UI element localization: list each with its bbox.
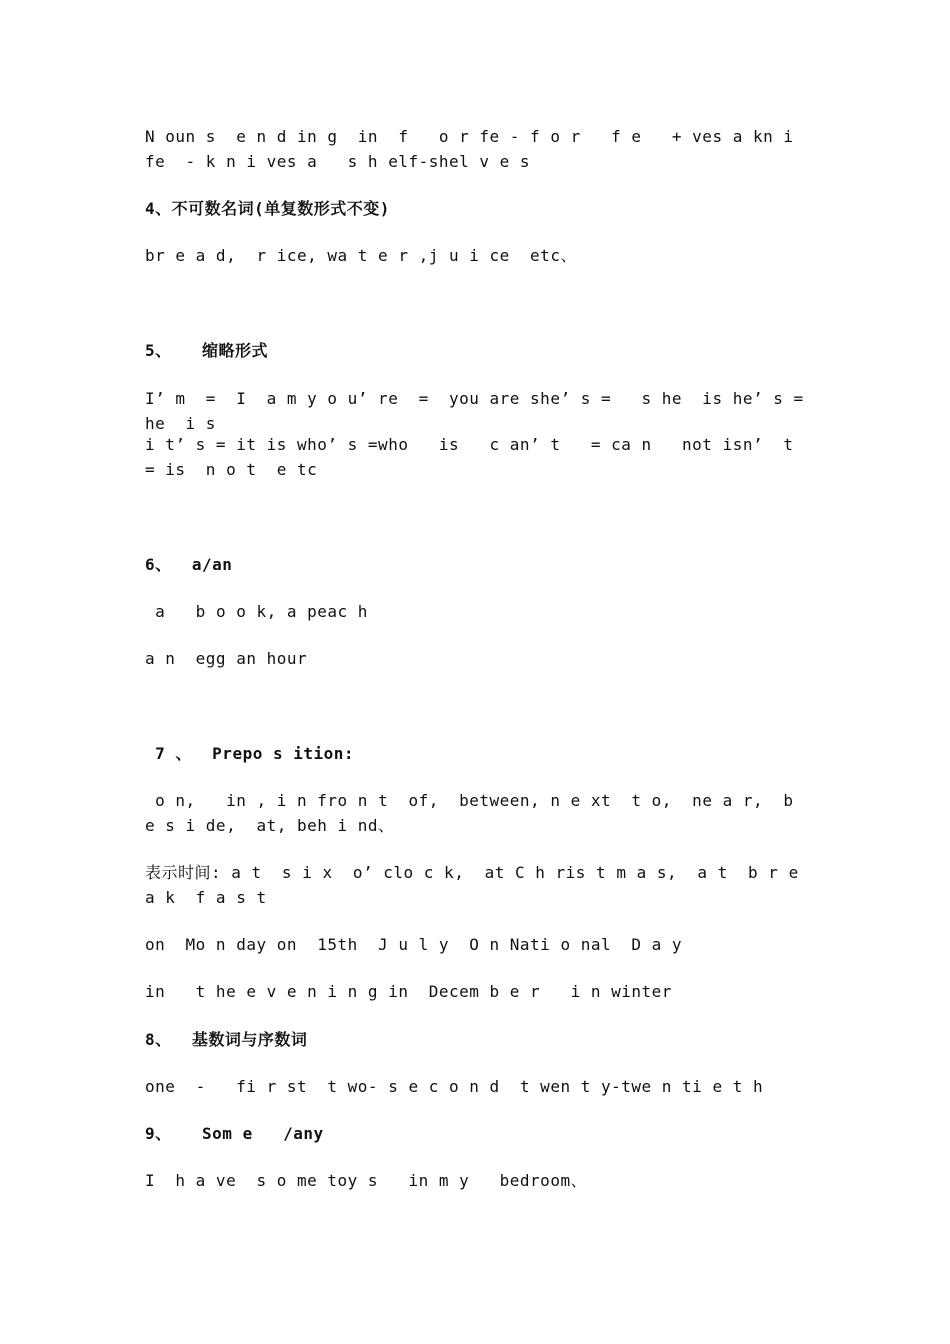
section-9-heading: 9、 Som e /any: [145, 1124, 324, 1143]
preposition-time-at-examples: 表示时间: a t s i x o’ clo c k, at C h ris t m a s, a t b r e a k f a s t: [145, 863, 809, 907]
article-a-examples: a b o o k, a peac h: [145, 602, 368, 621]
cardinal-ordinal-examples: one - fi r st t wo- s e c o n d t wen t y-twe n ti e t h: [145, 1077, 764, 1096]
preposition-time-on-examples: on Mo n day on 15th J u l y O n Nati o nal D a y: [145, 935, 683, 954]
noun-plural-f-fe-rule: N oun s e n d in g in f o r fe - f o r f e + ves a kn i fe - k n i ves a s h elf-shel v e s: [145, 127, 804, 171]
article-an-examples: a n egg an hour: [145, 649, 308, 668]
uncountable-noun-examples: br e a d, r ice, wa t e r ,j u i ce etc、: [145, 246, 577, 265]
section-4-heading: 4、不可数名词(单复数形式不变): [145, 199, 390, 218]
contraction-line-1: I’ m = I a m y o u’ re = you are she’ s = s he is he’ s = he i s: [145, 389, 814, 433]
contraction-line-2: i t’ s = it is who’ s =who is c an’ t = ca n not isn’ t = is n o t e tc: [145, 435, 804, 479]
section-5-heading: 5、 缩略形式: [145, 341, 269, 360]
some-any-example: I h a ve s o me toy s in m y bedroom、: [145, 1171, 588, 1190]
section-6-heading: 6、 a/an: [145, 555, 233, 574]
preposition-time-in-examples: in t he e v e n i n g in Decem b e r i n winter: [145, 982, 672, 1001]
section-7-heading: 7 、 Prepo s ition:: [145, 744, 355, 763]
preposition-place-examples: o n, in , i n fro n t of, between, n e xt t o, ne a r, b e s i de, at, beh i nd、: [145, 791, 804, 835]
section-8-heading: 8、 基数词与序数词: [145, 1030, 308, 1049]
